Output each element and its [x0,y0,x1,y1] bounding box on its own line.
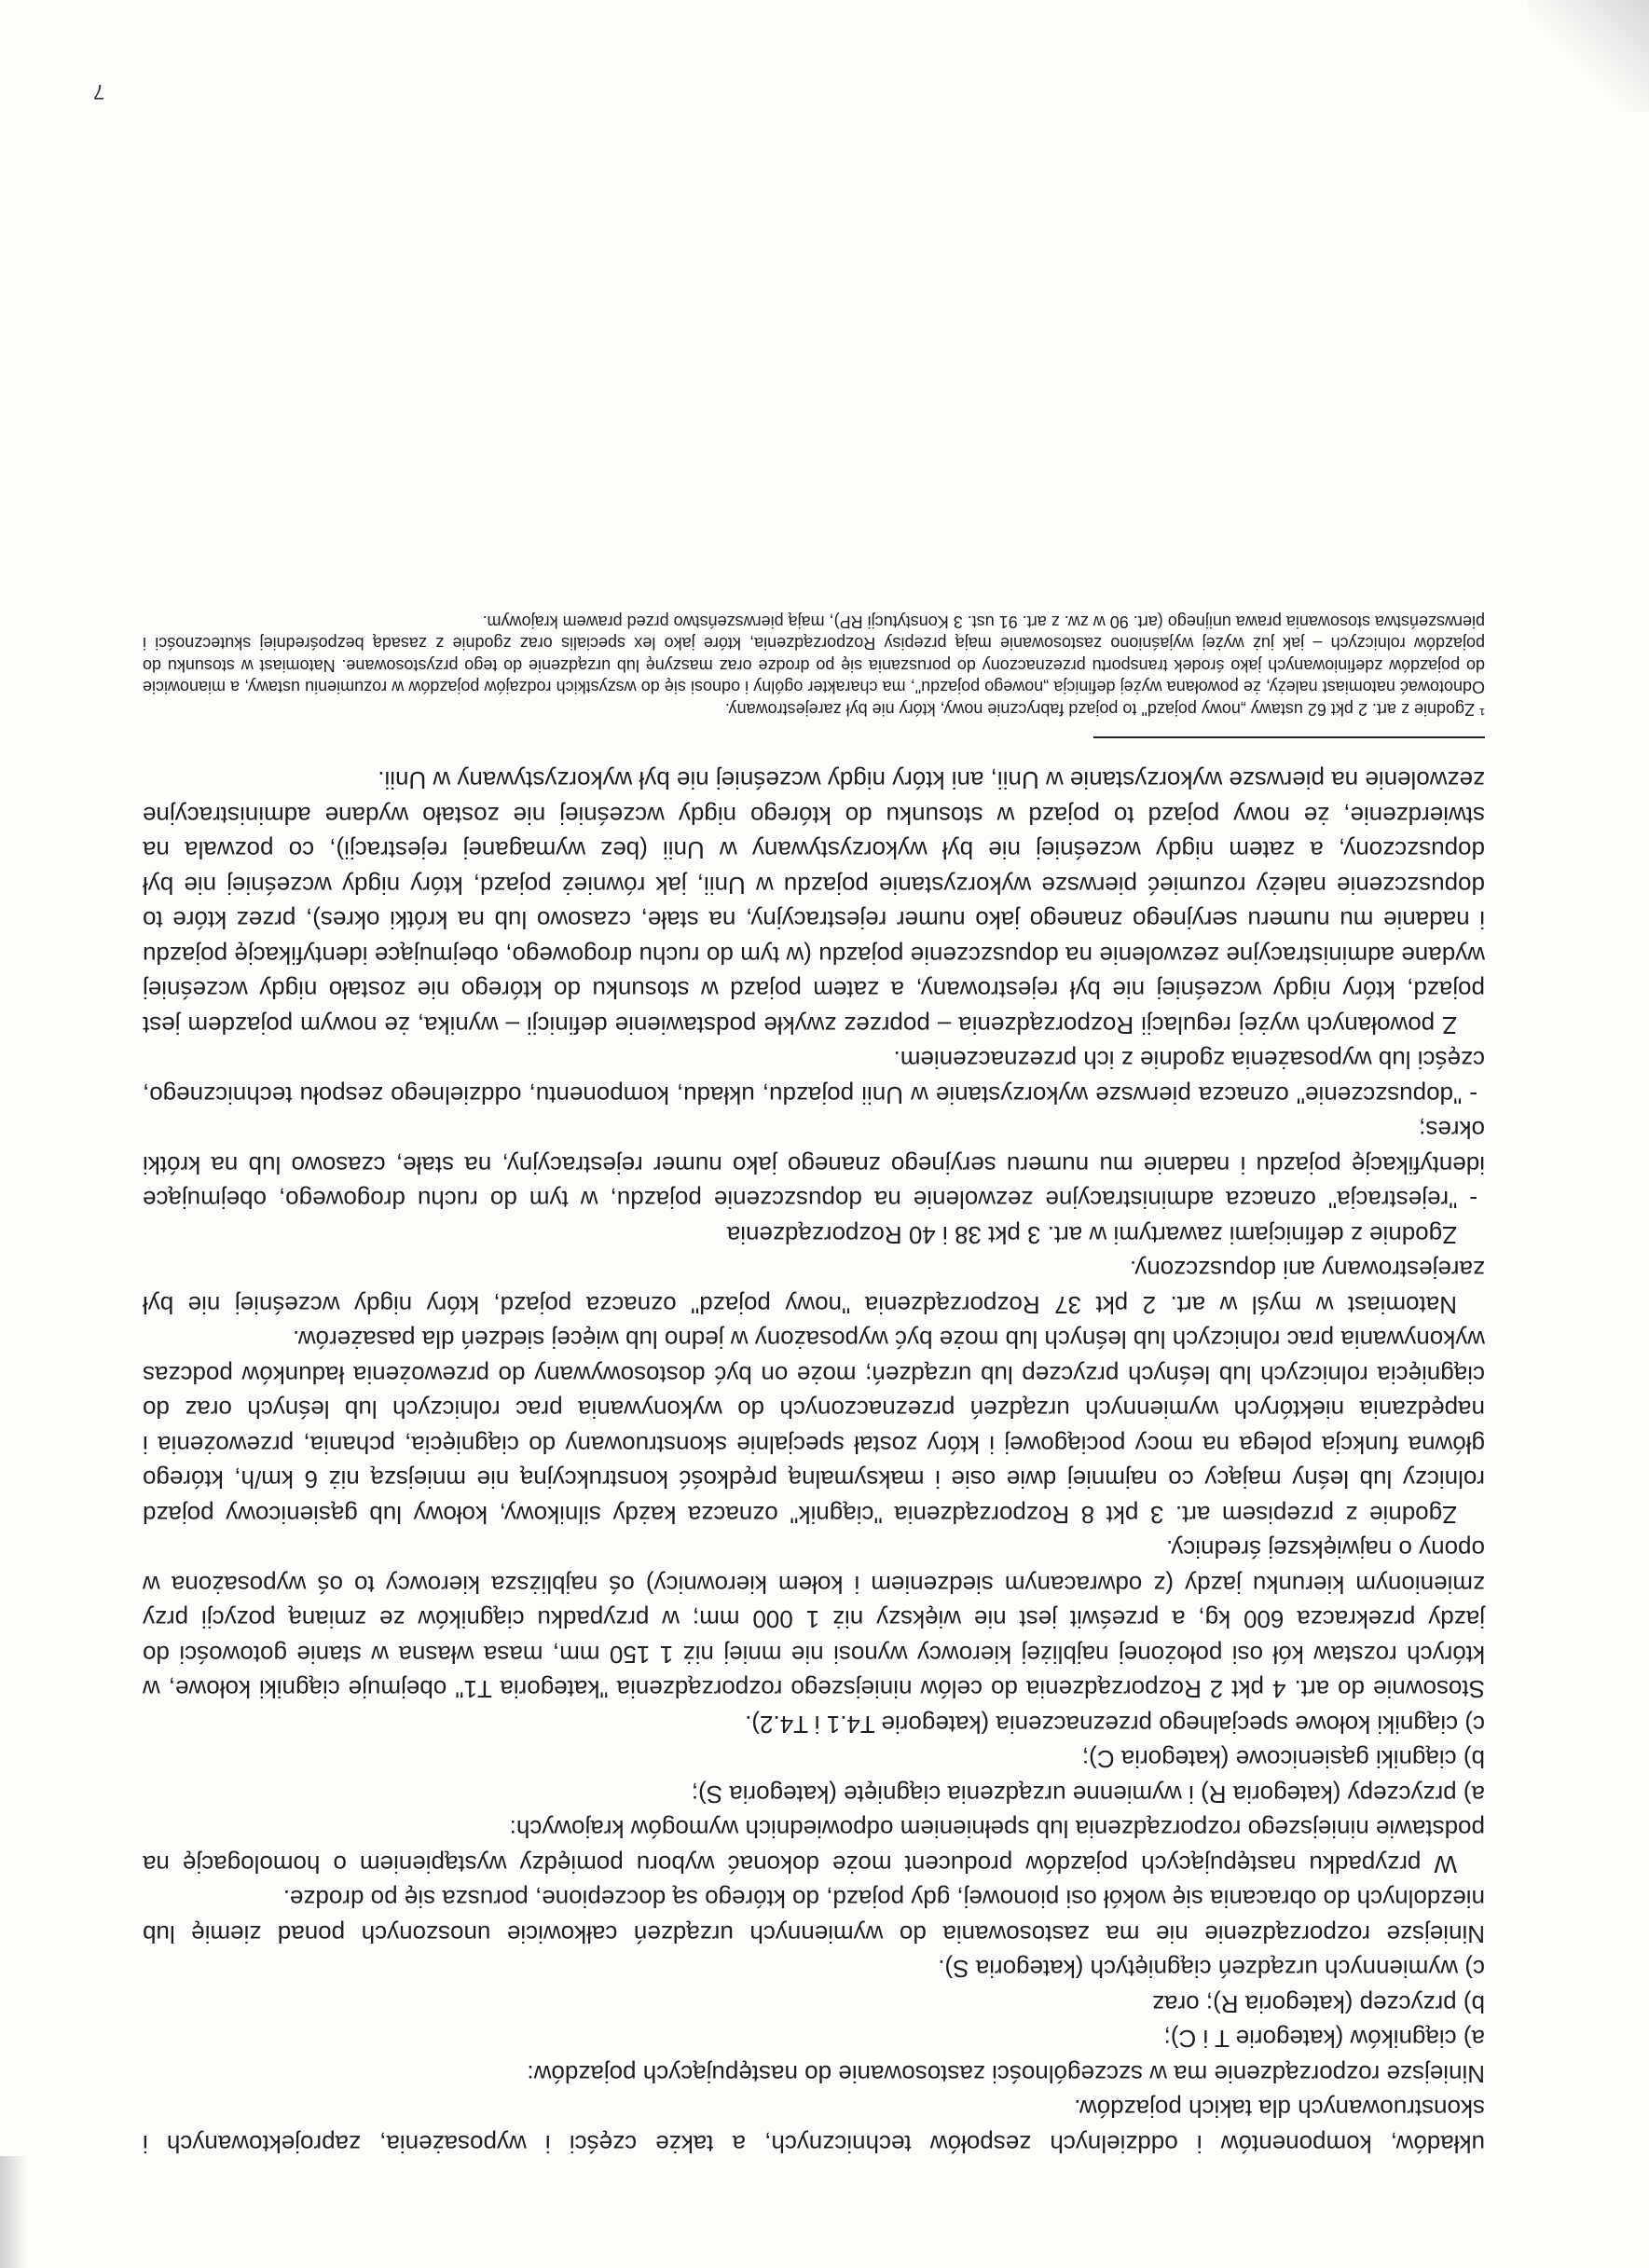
paragraph: Stosownie do art. 4 pkt 2 Rozporządzenia do celów niniejszego rozporządzenia "kategoria T1" obejmuje ciągniki kołowe, w których rozstaw kół osi położonej najbliżej kierowcy wynosi nie mniej niż 1 150 mm, masa własna w stanie gotowości do jazdy przekracza 600 kg, a prześwit jest nie większy niż 1 000 mm; w przypadku ciągników ze zmianą pozycji przy zmienionym kierunku jazdy (z odwracanym siedzeniem i kołem kierownicy) oś najbliższa kierowcy to oś wyposażona w opony o największej średnicy. [143,1535,1485,1704]
paragraph: - "dopuszczenie" oznacza pierwsze wykorzystanie w Unii pojazdu, układu, komponentu, oddzielnego zespołu technicznego, części lub wyposażenia zgodnie z ich przeznaczeniem. [143,1046,1485,1109]
paragraph: - "rejestracja" oznacza administracyjne zezwolenie na dopuszczenie pojazdu, w tym do ruchu drogowego, obejmujące identyfikację pojazdu i nadanie mu numeru seryjnego znanego jako numer rejestracyjny, na stałe, czasowo lub na krótki okres; [143,1116,1485,1215]
scan-edge-shadow [0,2156,28,2268]
list-item: c) ciągniki kołowe specjalnego przeznaczenia (kategorie T4.1 i T4.2). [745,1711,1485,1739]
page-number: 7 [93,80,105,103]
paragraph: Zgodnie z przepisem art. 3 pkt 8 Rozporządzenia "ciągnik" oznacza każdy silnikowy, kołowy lub gąsienicowy pojazd rolniczy lub leśny mający co najmniej dwie osie i maksymalną prędkość konstrukcyjną nie mniejszą niż 6 km/h, którego główna funkcja polega na mocy pociągowej i który został specjalnie skonstruowany do ciągnięcia, pchania, przewożenia i napędzania niektórych wymiennych urządzeń przeznaczonych do wykonywania prac rolniczych lub leśnych oraz do ciągnięcia rolniczych lub leśnych przyczep lub urządzeń; może on być dostosowywany do przewożenia ładunków podczas wykonywania prac rolniczych lub leśnych lub może być wyposażony w jedno lub więcej siedzeń dla pasażerów. [143,1326,1485,1529]
list-item: a) przyczepy (kategoria R) i wymienne urządzenia ciągnięte (kategoria S); [691,1780,1485,1808]
list-item: c) wymiennych urządzeń ciągniętych (kategoria S). [938,1955,1485,1984]
footnote-separator [1093,736,1485,738]
paragraph: układów, komponentów i oddzielnych zespołów technicznych, a także części i wyposażenia, zaprojektowanych i skonstruowanych dla takich pojazdów. [143,2095,1485,2158]
paragraph: Zgodnie z definicjami zawartymi w art. 3 pkt 38 i 40 Rozporządzenia [726,1221,1457,1249]
paragraph: Niniejsze rozporządzenie ma w szczególności zastosowanie do następujących pojazdów: [527,2060,1485,2088]
list-item: a) ciągników (kategorie T i C); [1163,2025,1485,2054]
footnote: Odnotować natomiast należy, że powołana wyżej definicja „nowego pojazdu", ma charakter ogólny i odnosi się do wszystkich rodzajów pojazdów w rozumieniu ustawy, a mianowicie do pojazdów zdefiniowanych jako środek transportu przeznaczony do poruszania się po drodze oraz maszynę lub urządzenie do tego przystosowane. Natomiast w stosunku do pojazdów rolniczych – jak już wyżej wyjaśniono zastosowanie mają przepisy Rozporządzenia, które jako lex specialis oraz zgodnie z zasadą bezpośredniej skuteczności i pierwszeństwa stosowania prawa unijnego (art. 90 w zw. z art. 91 ust. 3 Konstytucji RP), mają pierwszeństwo przed prawem krajowym. [143,612,1485,697]
paragraph: Z powołanych wyżej regulacji Rozporządzenia – poprzez zwykłe podstawienie definicji – wynika, że nowym pojazdem jest pojazd, który nigdy wcześniej nie był rejestrowany, a zatem pojazd w stosunku do którego nie zostało nigdy wcześniej wydane administracyjne zezwolenie na dopuszczenie pojazdu (w tym do ruchu drogowego, obejmujące identyfikację pojazdu i nadanie mu numeru seryjnego znanego jako numer rejestracyjny, na stałe, czasowo lub na krótki okres), przez które to dopuszczenie należy rozumieć pierwsze wykorzystanie pojazdu w Unii, jak również pojazd, który nigdy wcześniej nie był dopuszczony, a zatem nigdy wcześniej nie był wykorzystywany w Unii (bez wymaganej rejestracji), co pozwala na stwierdzenie, że nowy pojazd to pojazd w stosunku do którego nigdy wcześniej nie zostało wydane administracyjne zezwolenie na pierwsze wykorzystanie w Unii, ani który nigdy wcześniej nie był wykorzystywany w Unii. [143,766,1485,1039]
scan-corner-shadow [1528,0,1649,112]
paragraph: W przypadku następujących pojazdów producent może dokonać wyboru pomiędzy wystąpieniem o homologację na podstawie niniejszego rozporządzenia lub spełnieniem odpowiednich wymogów krajowych: [143,1815,1485,1878]
footnote: ¹ Zgodnie z art. 2 pkt 62 ustawy „nowy pojazd" to pojazd fabrycznie nowy, który nie był zarejestrowany. [724,700,1485,719]
document-body [143,611,1485,2162]
paragraph: Natomiast w myśl w art. 2 pkt 37 Rozporządzenia "nowy pojazd" oznacza pojazd, który nigdy wcześniej nie był zarejestrowany ani dopuszczony. [143,1256,1485,1319]
list-item: b) ciągniki gąsienicowe (kategoria C); [1081,1745,1485,1774]
paragraph: Niniejsze rozporządzenie nie ma zastosowania do wymiennych urządzeń całkowicie unoszonych ponad ziemię lub niezdolnych do obracania się wokół osi pionowej, gdy pojazd, do którego są doczepione, porusza się po drodze. [143,1885,1485,1948]
list-item: b) przyczep (kategoria R); oraz [1152,1990,1485,2018]
